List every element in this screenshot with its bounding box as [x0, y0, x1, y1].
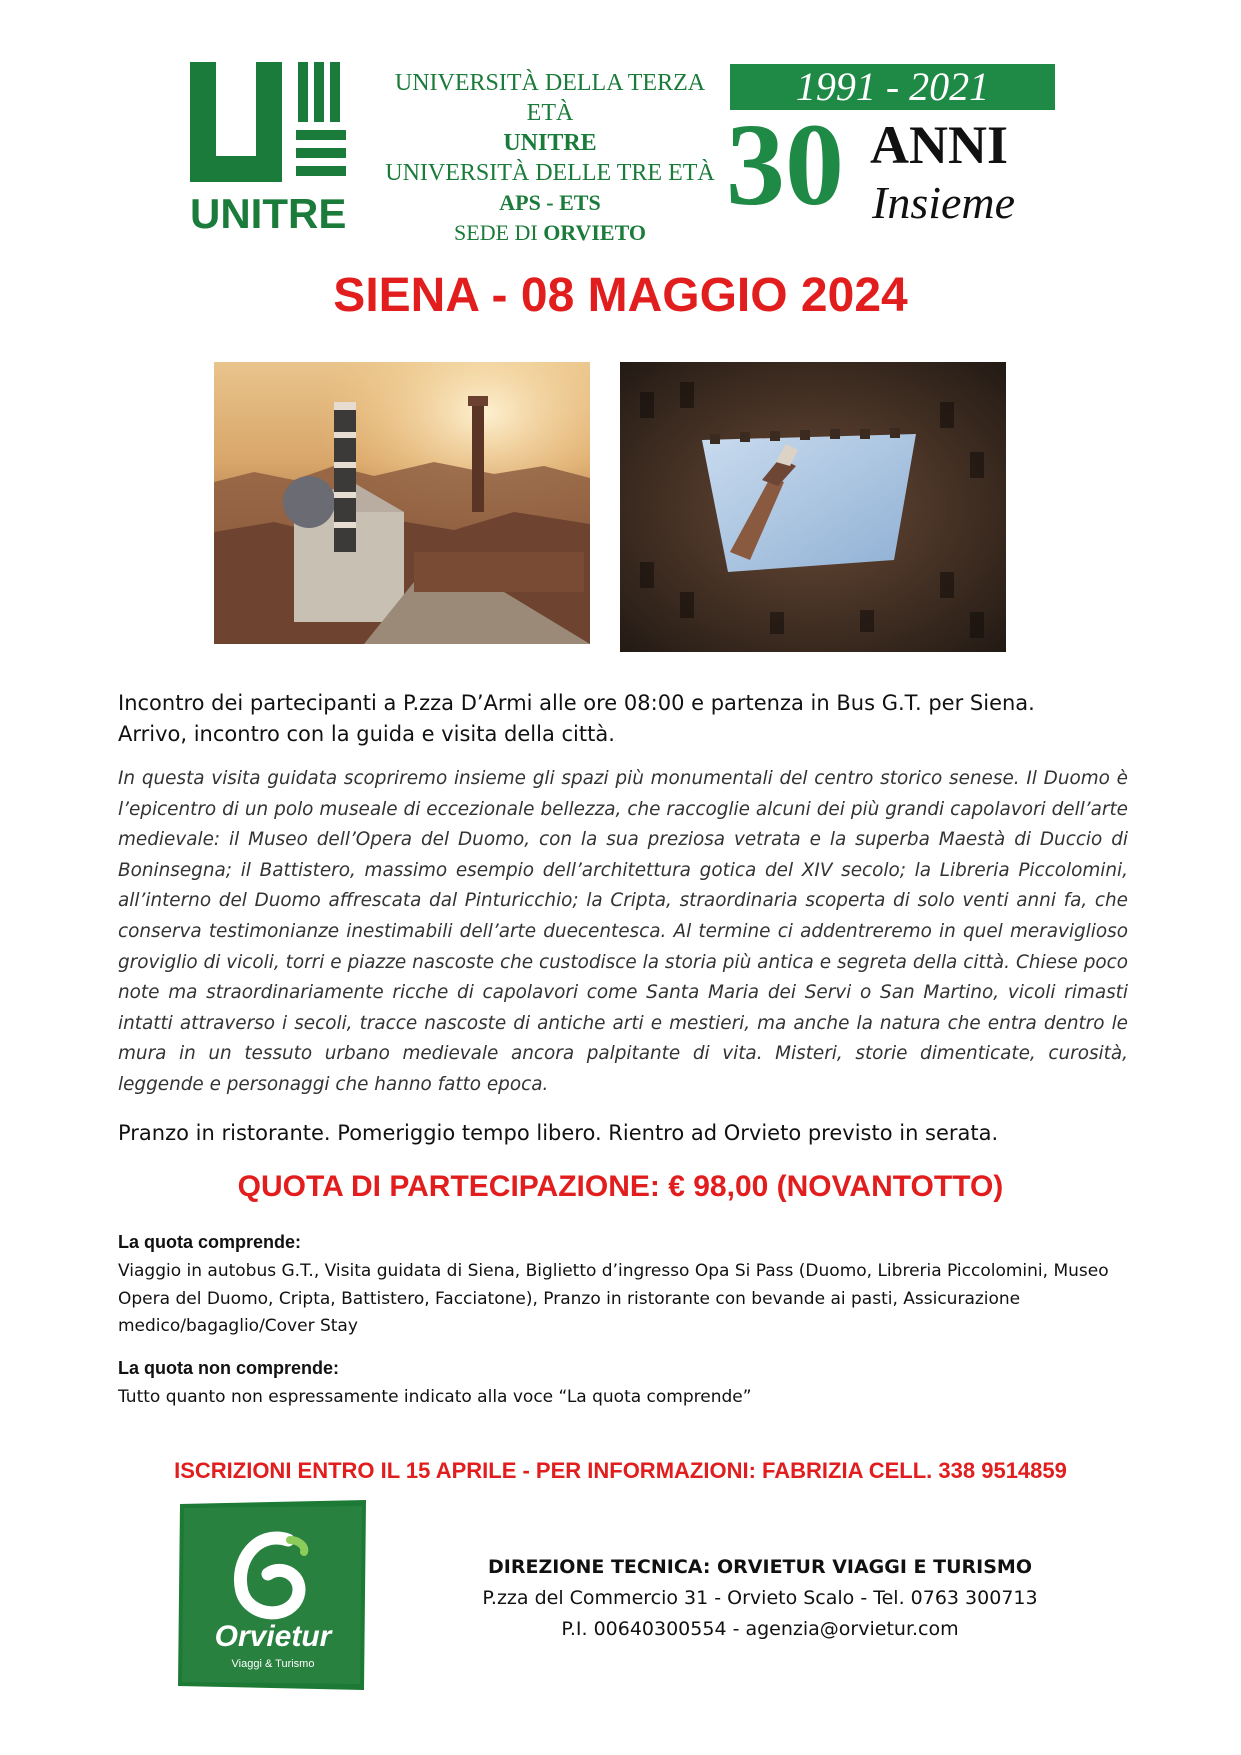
- intro-line-2: Arrivo, incontro con la guida e visita della città.: [118, 722, 615, 746]
- excludes-heading: La quota non comprende:: [118, 1358, 340, 1378]
- agency-vat-email: P.I. 00640300554 - agenzia@orvietur.com: [561, 1618, 959, 1640]
- header-line-1: UNIVERSITÀ DELLA TERZA ETÀ: [394, 70, 706, 126]
- header-line-4: APS - ETS: [499, 190, 601, 215]
- orvietur-logo-name: Orvietur: [214, 1620, 332, 1653]
- header-line-5: [380, 218, 720, 248]
- page-title: SIENA - 08 MAGGIO 2024: [333, 269, 908, 322]
- siena-panorama-photo: [214, 362, 590, 644]
- header-line-3: UNIVERSITÀ DELLE TRE ETÀ: [385, 160, 715, 186]
- header-line-2: UNITRE: [503, 130, 597, 156]
- anniversary-number: 30: [726, 99, 844, 230]
- organization-name: [380, 68, 720, 248]
- header-sede-city: ORVIETO: [543, 220, 646, 245]
- agency-info: [440, 1552, 1080, 1645]
- afternoon-info: Pranzo in ristorante. Pomeriggio tempo libero. Rientro ad Orvieto previsto in serata.: [118, 1121, 999, 1145]
- includes-text: Viaggio in autobus G.T., Visita guidata di Siena, Biglietto d’ingresso Opa Si Pass (Duomo, Libreria Piccolomini, Museo Opera del Duomo, Cripta, Battistero, Facciatone), Pranzo in ristorante con bevande ai pasti, Assicurazione medico/bagaglio/Cover Stay: [118, 1261, 1109, 1336]
- participation-price: QUOTA DI PARTECIPAZIONE: € 98,00 (NOVANTOTTO): [237, 1170, 1004, 1203]
- agency-direction: DIREZIONE TECNICA: ORVIETUR VIAGGI E TURISMO: [488, 1556, 1032, 1578]
- intro-paragraph: [118, 688, 1128, 750]
- intro-line-1: Incontro dei partecipanti a P.zza D’Armi alle ore 08:00 e partenza in Bus G.T. per Siena.: [118, 691, 1035, 715]
- tour-description: In questa visita guidata scopriremo insieme gli spazi più monumentali del centro storico senese. Il Duomo è l’epicentro di un polo museale di eccezionale bellezza, che raccoglie alcuni dei più grandi capolavori dell’arte medievale: il Museo dell’Opera del Duomo, con la sua preziosa vetrata e la superba Maestà di Duccio di Boninsegna; il Battistero, massimo esempio dell’architettura gotica del XIV secolo; la Libreria Piccolomini, all’interno del Duomo affrescata dal Pinturicchio; la Cripta, straordinaria scoperta di solo venti anni fa, che conserva testimonianze inestimabili dell’arte duecentesca. Al termine ci addentreremo in quel meraviglioso groviglio di vicoli, torri e piazze nascoste che custodisce la storia più antica e segreta della città. Chiese poco note ma straordinariamente ricche di capolavori come Santa Maria dei Servi o San Martino, vicoli rimasti intatti attraverso i secoli, tracce nascoste di antiche arti e mestieri, ma anche la natura che entra dentro le mura in un tessuto urbano medievale ancora palpitante di vita. Misteri, storie dimenticate, curosità, leggende e personaggi che hanno fatto epoca.: [118, 768, 1128, 1095]
- torre-mangia-photo: [620, 362, 1006, 652]
- enrollment-info: ISCRIZIONI ENTRO IL 15 APRILE - PER INFORMAZIONI: FABRIZIA CELL. 338 9514859: [174, 1458, 1067, 1483]
- agency-address: P.zza del Commercio 31 - Orvieto Scalo - Tel. 0763 300713: [482, 1587, 1038, 1609]
- anniversary-insieme: Insieme: [872, 177, 1016, 228]
- anniversary-anni: ANNI: [870, 115, 1009, 175]
- includes-heading: La quota comprende:: [118, 1232, 302, 1252]
- orvietur-logo-subtitle: Viaggi & Turismo: [231, 1658, 315, 1670]
- excludes-text: Tutto quanto non espressamente indicato alla voce “La quota comprende”: [118, 1387, 752, 1407]
- header-sede-label: SEDE DI: [454, 220, 538, 245]
- unitre-logo-text: UNITRE: [190, 190, 347, 237]
- anniversary-years: 1991 - 2021: [730, 64, 1055, 110]
